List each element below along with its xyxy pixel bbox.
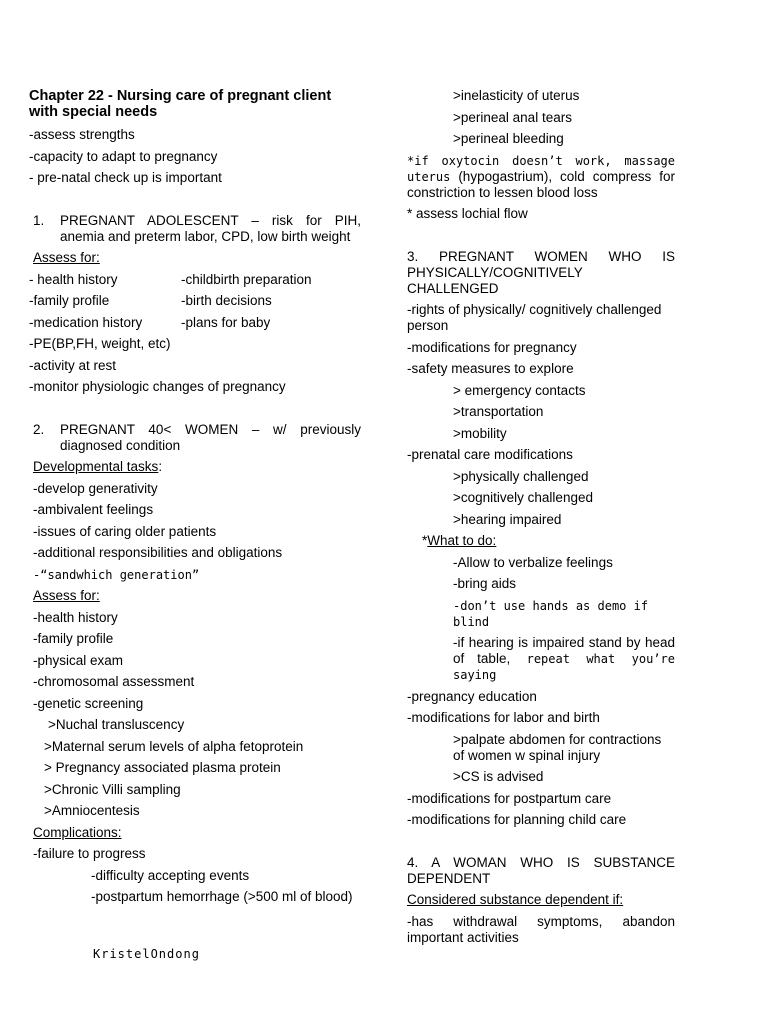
- assess-for-label: Assess for:: [33, 588, 100, 603]
- complication-item: -failure to progress: [33, 846, 146, 861]
- section-item: -rights of physically/ cognitively challenged person: [407, 302, 662, 333]
- section-text: PREGNANT 40< WOMEN – w/ previously diagnosed condition: [60, 421, 361, 453]
- lochial-note: * assess lochial flow: [407, 206, 528, 221]
- assess-row: [29, 315, 361, 331]
- assess-item: -PE(BP,FH, weight, etc): [29, 336, 171, 351]
- section-2-heading: [29, 422, 361, 454]
- section-1-heading: [29, 213, 361, 245]
- section-item: -pregnancy education: [407, 688, 537, 704]
- oxytocin-note: [407, 153, 675, 201]
- assess-item: -monitor physiologic changes of pregnancy: [29, 379, 286, 394]
- safety-item: >transportation: [453, 404, 544, 419]
- screening-item: >Maternal serum levels of alpha fetoprotein: [44, 738, 304, 754]
- assess-row: [29, 272, 361, 288]
- safety-item: >mobility: [453, 425, 507, 441]
- complications-label: Complications:: [33, 824, 122, 840]
- complication-item: >perineal anal tears: [453, 109, 572, 125]
- section-text: PREGNANT ADOLESCENT – risk for PIH, anemia and preterm labor, CPD, low birth weight: [60, 212, 361, 244]
- section-3-heading: 3. PREGNANT WOMEN WHO IS PHYSICALLY/COGNITIVELY CHALLENGED: [407, 248, 675, 296]
- labor-sub-item: >palpate abdomen for contractions of women w spinal injury: [453, 731, 662, 763]
- oxytocin-note-b: (hypogastrium), cold compress for constriction to lessen blood loss: [407, 168, 675, 200]
- what-to-do-item: [407, 635, 675, 683]
- section-item: -modifications for labor and birth: [407, 710, 600, 725]
- intro-line: -capacity to adapt to pregnancy: [29, 148, 218, 164]
- task-item: -“sandwhich generation”: [33, 567, 200, 582]
- task-item: -issues of caring older patients: [33, 523, 217, 539]
- assess-item: - health history: [29, 271, 118, 287]
- what-to-do-label: [407, 533, 675, 549]
- what-to-do-item: -don’t use hands as demo if blind: [453, 598, 649, 629]
- what-to-do-item: -bring aids: [453, 576, 517, 591]
- oxytocin-note-a: *if oxytocin doesn’t work, massage uterus: [407, 153, 675, 184]
- task-item: -ambivalent feelings: [33, 502, 154, 517]
- developmental-tasks-label: [29, 459, 361, 475]
- section-item: -modifications for planning child care: [407, 812, 627, 827]
- hearing-note-b: repeat what you’re saying: [453, 652, 675, 682]
- screening-item: >Nuchal transluscency: [48, 717, 185, 732]
- assess-item: -medication history: [29, 314, 143, 330]
- screening-item: >Amniocentesis: [44, 803, 140, 818]
- left-column: [29, 88, 361, 911]
- prenatal-sub-item: >physically challenged: [453, 468, 589, 484]
- right-column: [407, 88, 675, 951]
- section-number: 2.: [33, 421, 45, 437]
- hearing-note-a: -if hearing is impaired stand by head of table,: [453, 635, 675, 666]
- prenatal-sub-item: >cognitively challenged: [453, 490, 593, 505]
- task-item: -additional responsibilities and obligations: [33, 545, 283, 560]
- assess-item: -childbirth preparation: [181, 271, 312, 287]
- developmental-tasks-text: Developmental tasks: [33, 459, 159, 474]
- complication-item: >perineal bleeding: [453, 131, 564, 146]
- labor-sub-item: >CS is advised: [453, 769, 544, 784]
- section-item: -has withdrawal symptoms, abandon important activities: [407, 913, 675, 945]
- developmental-tasks-colon: :: [158, 459, 163, 474]
- section-4-heading: 4. A WOMAN WHO IS SUBSTANCE DEPENDENT: [407, 854, 675, 886]
- prenatal-sub-item: >hearing impaired: [453, 511, 562, 527]
- assess-item: -plans for baby: [181, 314, 271, 330]
- intro-line: - pre-natal check up is important: [29, 170, 222, 185]
- complication-item: >inelasticity of uterus: [453, 88, 580, 103]
- assess-row: [29, 293, 361, 309]
- assess-for-label: Assess for:: [33, 250, 100, 265]
- assess-item: -family profile: [33, 631, 114, 646]
- author-signature: KristelOndong: [93, 947, 200, 961]
- screening-item: >Chronic Villi sampling: [44, 781, 181, 797]
- what-to-do-star: *: [422, 533, 428, 548]
- assess-item: -health history: [33, 609, 118, 625]
- screening-item: > Pregnancy associated plasma protein: [44, 760, 281, 775]
- section-item: -modifications for pregnancy: [407, 339, 577, 355]
- assess-item: -birth decisions: [181, 293, 272, 308]
- what-to-do-item: -Allow to verbalize feelings: [453, 554, 613, 570]
- task-item: -develop generativity: [33, 480, 158, 496]
- safety-item: > emergency contacts: [453, 382, 586, 398]
- assess-item: -physical exam: [33, 652, 124, 668]
- assess-item: -family profile: [29, 293, 110, 308]
- section-item: -modifications for postpartum care: [407, 790, 612, 806]
- assess-item: -activity at rest: [29, 357, 117, 373]
- considered-label: Considered substance dependent if:: [407, 892, 624, 907]
- section-number: 1.: [33, 212, 45, 228]
- section-item: -prenatal care modifications: [407, 447, 573, 462]
- assess-item: -chromosomal assessment: [33, 674, 195, 689]
- section-item: -safety measures to explore: [407, 361, 574, 376]
- assess-item: -genetic screening: [33, 695, 144, 711]
- complication-sub-item: -difficulty accepting events: [91, 867, 250, 883]
- what-to-do-text: What to do:: [427, 533, 497, 548]
- intro-line: -assess strengths: [29, 127, 135, 142]
- complication-sub-item: -postpartum hemorrhage (>500 ml of blood): [91, 889, 353, 904]
- chapter-title: Chapter 22 - Nursing care of pregnant client with special needs: [29, 88, 332, 120]
